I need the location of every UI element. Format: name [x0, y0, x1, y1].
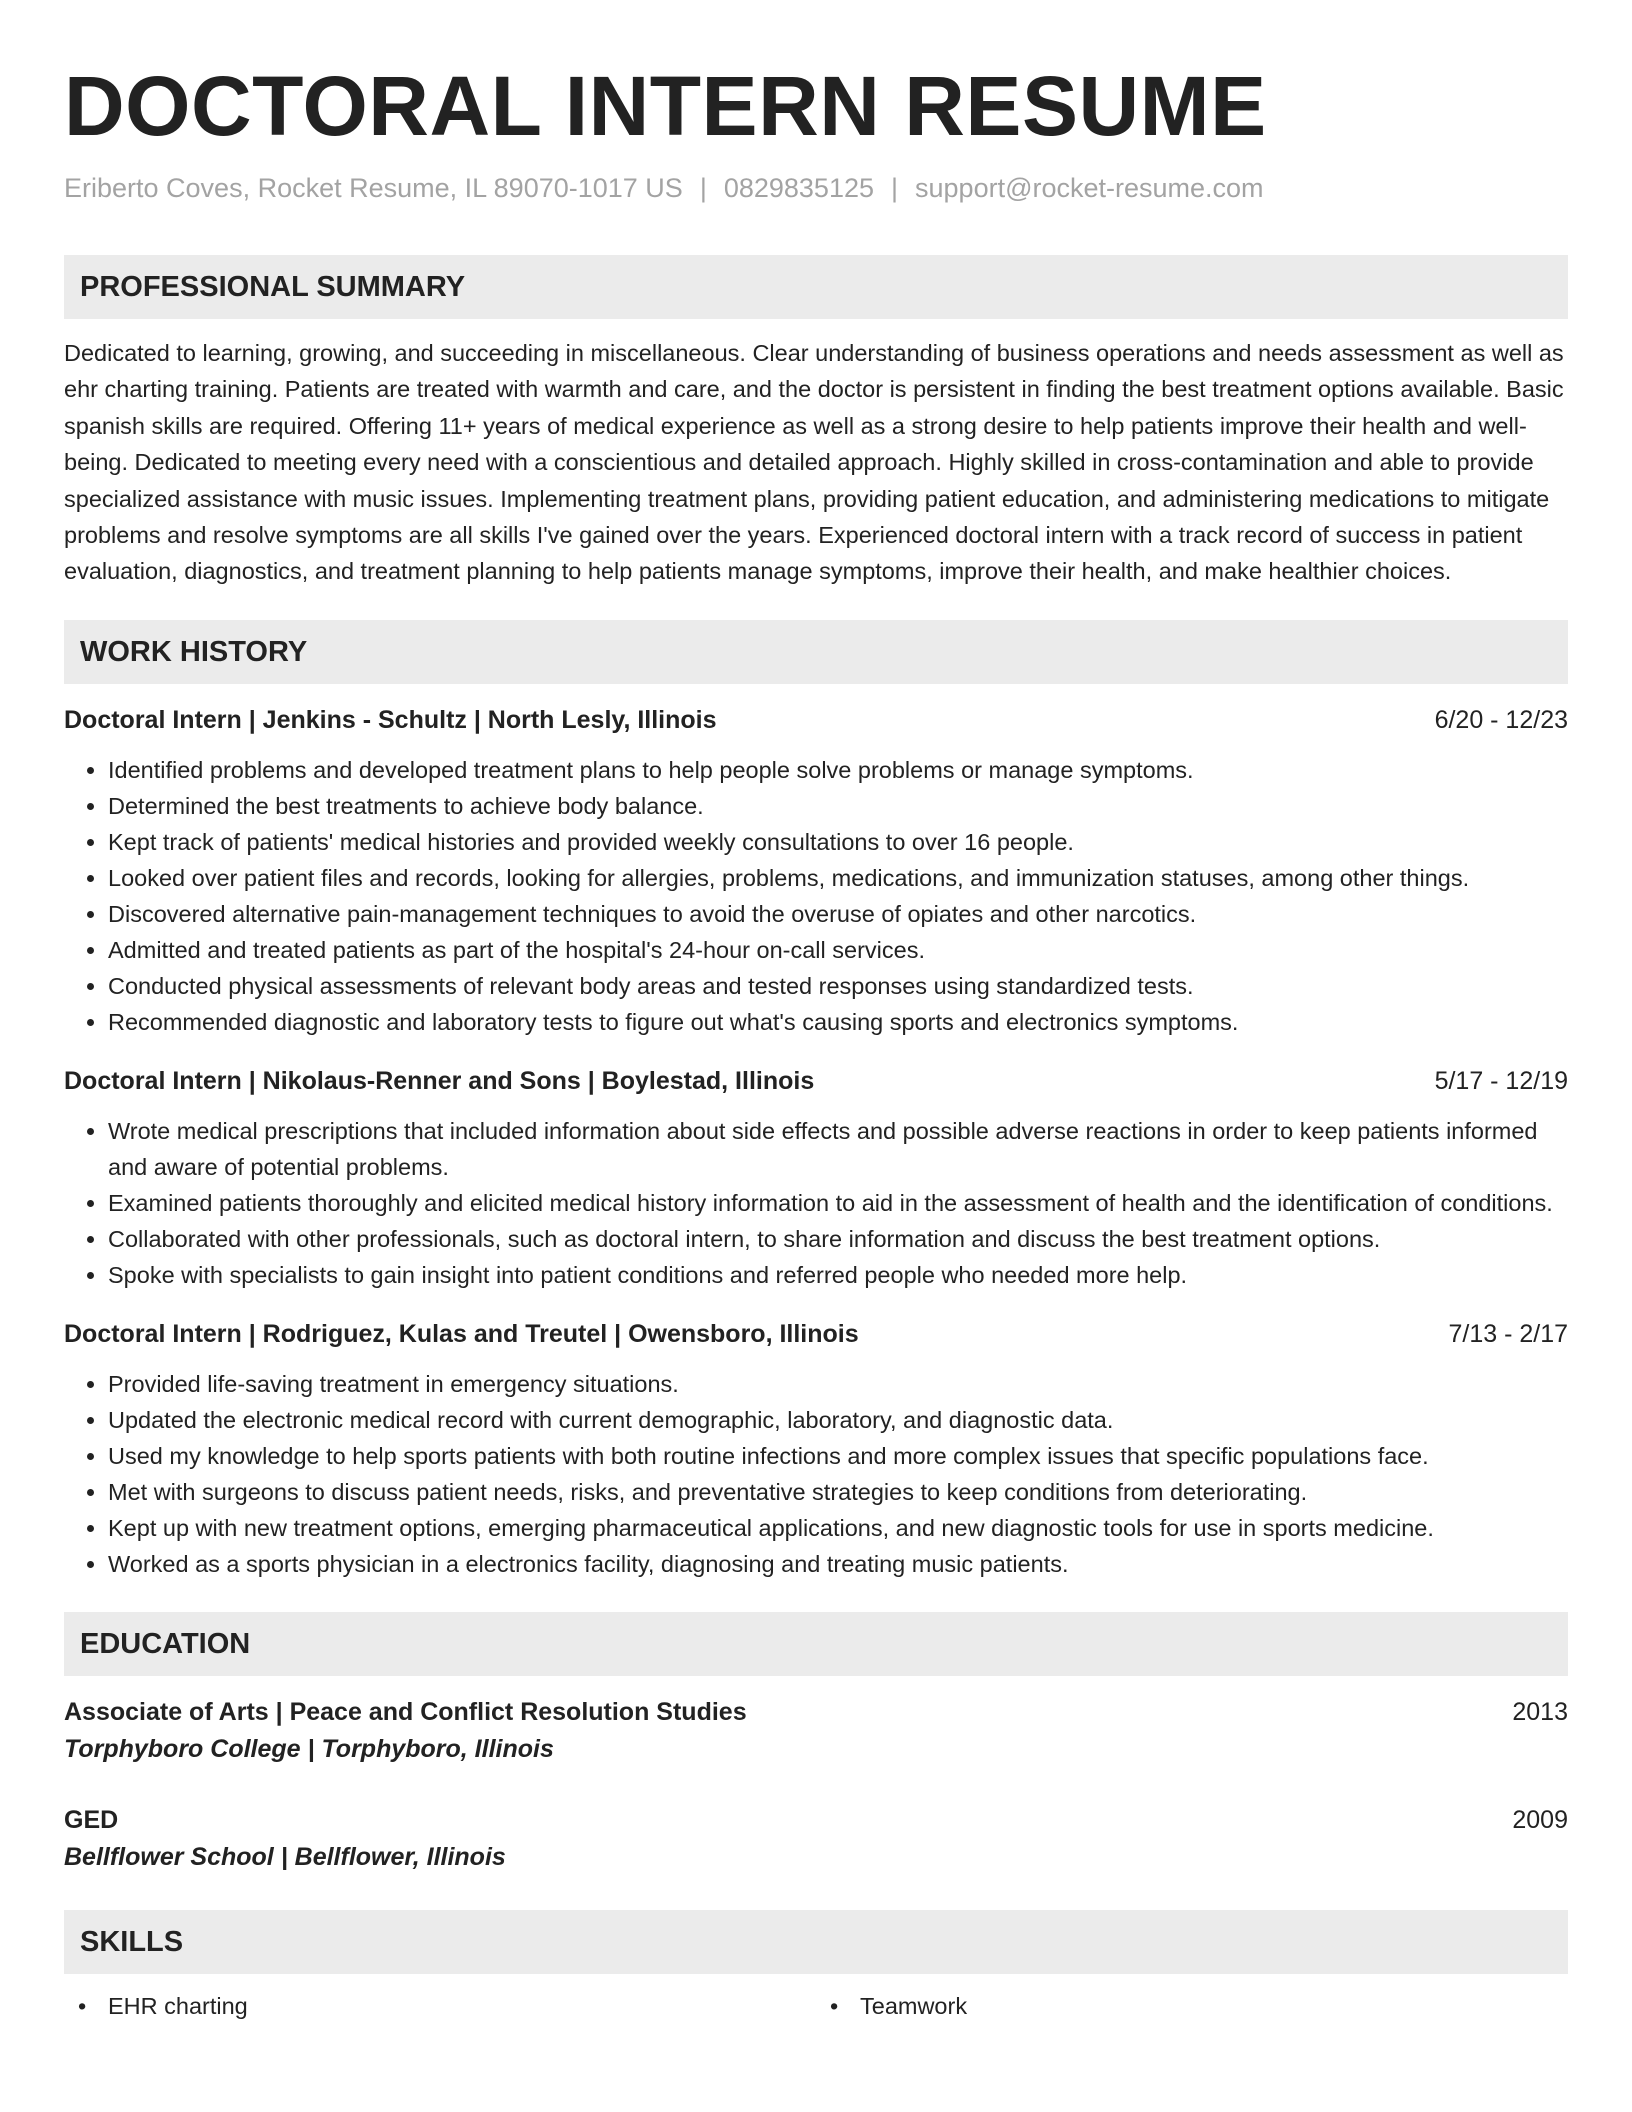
job-dates: 7/13 - 2/17	[1448, 1319, 1568, 1348]
job-bullet: • Conducted physical assessments of relevant body areas and tested responses using standardized tests.	[108, 968, 1568, 1004]
education-entry	[64, 1694, 1568, 1768]
education-year: 2013	[1512, 1697, 1568, 1726]
job-bullet: • Collaborated with other professionals, such as doctoral intern, to share information and discuss the best treatment options.	[108, 1221, 1568, 1257]
job-entry	[64, 1316, 1568, 1582]
job-header	[64, 702, 1568, 738]
resume-page	[64, 0, 1568, 2047]
job-dates: 5/17 - 12/19	[1434, 1066, 1568, 1095]
job-bullet: • Determined the best treatments to achieve body balance.	[108, 788, 1568, 824]
skill-item: • Teamwork	[816, 1988, 1568, 2024]
job-bullet: • Updated the electronic medical record with current demographic, laboratory, and diagnostic data.	[108, 1402, 1568, 1438]
section-header-skills: SKILLS	[64, 1910, 1568, 1974]
education-school: Torphyboro College | Torphyboro, Illinois	[64, 1734, 554, 1763]
job-bullet: • Met with surgeons to discuss patient needs, risks, and preventative strategies to keep conditions from deteriorating.	[108, 1474, 1568, 1510]
job-bullet: • Spoke with specialists to gain insight into patient conditions and referred people who needed more help.	[108, 1257, 1568, 1293]
job-bullet: • Recommended diagnostic and laboratory tests to figure out what's causing sports and electronics symptoms.	[108, 1004, 1568, 1040]
education-header	[64, 1802, 1568, 1838]
job-bullet: • Looked over patient files and records, looking for allergies, problems, medications, and immunization statuses, among other things.	[108, 860, 1568, 896]
job-bullets	[64, 1366, 1568, 1582]
job-title: Doctoral Intern | Nikolaus-Renner and Sons | Boylestad, Illinois	[64, 1066, 815, 1095]
contact-line	[64, 170, 1568, 206]
resume-title: DOCTORAL INTERN RESUME	[64, 59, 1267, 153]
job-bullet: • Provided life-saving treatment in emergency situations.	[108, 1366, 1568, 1402]
job-title: Doctoral Intern | Jenkins - Schultz | North Lesly, Illinois	[64, 705, 717, 734]
job-dates: 6/20 - 12/23	[1434, 705, 1568, 734]
job-bullet: • Examined patients thoroughly and elicited medical history information to aid in the assessment of health and the identification of conditions.	[108, 1185, 1568, 1221]
job-entry	[64, 702, 1568, 1040]
job-header	[64, 1316, 1568, 1352]
job-bullets	[64, 1113, 1568, 1293]
skill-item: • EHR charting	[64, 1988, 816, 2024]
job-entry	[64, 1063, 1568, 1293]
education-degree: Associate of Arts | Peace and Conflict Resolution Studies	[64, 1697, 747, 1726]
section-header-education: EDUCATION	[64, 1612, 1568, 1676]
contact-phone: 0829835125	[723, 173, 874, 203]
job-header	[64, 1063, 1568, 1099]
contact-separator: |	[699, 173, 707, 203]
job-title: Doctoral Intern | Rodriguez, Kulas and Treutel | Owensboro, Illinois	[64, 1319, 859, 1348]
job-bullet: • Worked as a sports physician in a electronics facility, diagnosing and treating music patients.	[108, 1546, 1568, 1582]
skills-list	[64, 1988, 1568, 2024]
summary-text: Dedicated to learning, growing, and succeeding in miscellaneous. Clear understanding of business operations and needs assessment as well as ehr charting training. Patients are treated with warmth and care, and the doctor is persistent in finding the best treatment options available. Basic spanish skills are required. Offering 11+ years of medical experience as well as a strong desire to help patients improve their health and well-being. Dedicated to meeting every need with a conscientious and detailed approach. Highly skilled in cross-contamination and able to provide specialized assistance with music issues. Implementing treatment plans, providing patient education, and administering medications to mitigate problems and resolve symptoms are all skills I've gained over the years. Experienced doctoral intern with a track record of success in patient evaluation, diagnostics, and treatment planning to help patients manage symptoms, improve their health, and make healthier choices.	[64, 340, 1564, 585]
section-header-work: WORK HISTORY	[64, 620, 1568, 684]
education-header	[64, 1694, 1568, 1730]
job-bullet: • Kept track of patients' medical histories and provided weekly consultations to over 16 people.	[108, 824, 1568, 860]
contact-address: Eriberto Coves, Rocket Resume, IL 89070-1017 US	[64, 173, 683, 203]
job-bullets	[64, 752, 1568, 1040]
contact-separator: |	[891, 173, 899, 203]
education-school: Bellflower School | Bellflower, Illinois	[64, 1842, 506, 1871]
job-bullet: • Identified problems and developed treatment plans to help people solve problems or manage symptoms.	[108, 752, 1568, 788]
education-degree: GED	[64, 1805, 119, 1834]
education-entry	[64, 1802, 1568, 1876]
education-year: 2009	[1512, 1805, 1568, 1834]
job-bullet: • Wrote medical prescriptions that included information about side effects and possible adverse reactions in order to keep patients informed and aware of potential problems.	[108, 1113, 1568, 1185]
job-bullet: • Used my knowledge to help sports patients with both routine infections and more complex issues that specific populations face.	[108, 1438, 1568, 1474]
section-header-summary: PROFESSIONAL SUMMARY	[64, 255, 1568, 319]
contact-email[interactable]: support@rocket-resume.com	[915, 173, 1264, 203]
job-bullet: • Discovered alternative pain-management techniques to avoid the overuse of opiates and other narcotics.	[108, 896, 1568, 932]
job-bullet: • Kept up with new treatment options, emerging pharmaceutical applications, and new diagnostic tools for use in sports medicine.	[108, 1510, 1568, 1546]
job-bullet: • Admitted and treated patients as part of the hospital's 24-hour on-call services.	[108, 932, 1568, 968]
